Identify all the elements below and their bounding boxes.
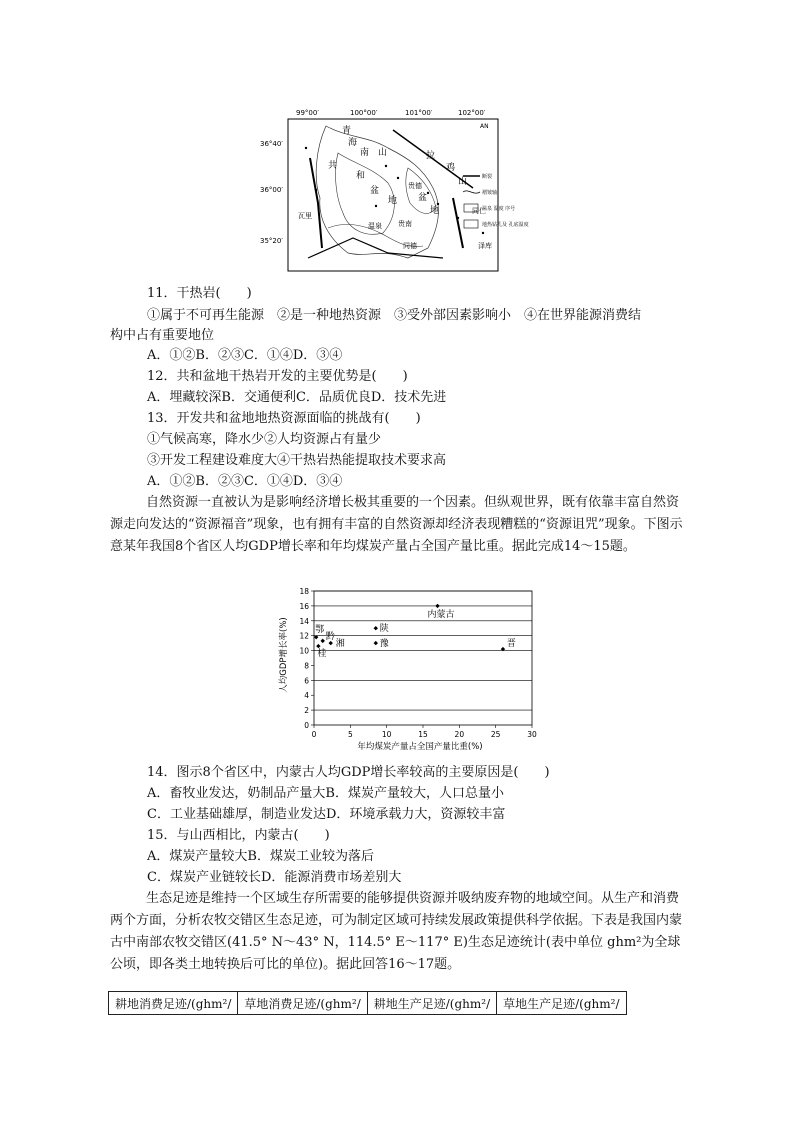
data-point — [316, 644, 320, 648]
q12-choices: A．埋藏较深B．交通便利C．品质优良D．技术先进 — [147, 390, 447, 405]
lat-label: 36°00′ — [260, 186, 283, 194]
map-label: 地 — [430, 206, 440, 216]
y-axis-label: 人均GDP增长率(%) — [279, 617, 289, 693]
y-tick-label: 6 — [304, 676, 309, 686]
fault-line — [453, 198, 463, 248]
q13-stem: 13．开发共和盆地地热资源面临的挑战有( ) — [147, 411, 421, 426]
lat-label: 35°20′ — [260, 237, 283, 245]
q14-stem: 14．图示8个省区中，内蒙古人均GDP增长率较高的主要原因是( ) — [147, 765, 550, 780]
map-label: 山 — [458, 177, 468, 187]
map-label: 青 — [342, 126, 352, 136]
gdp-coal-scatter-chart — [270, 585, 545, 755]
map-label: 地 — [388, 196, 398, 206]
q11-options-cont: 构中占有重要地位 — [110, 328, 215, 343]
x-tick-label: 15 — [418, 730, 428, 739]
q13-options-2: ③开发工程建设难度大④干热岩热能提取技术要求高 — [147, 453, 447, 468]
intro-16-17-text: 生态足迹是维持一个区域生存所需要的能够提供资源并吸纳废弃物的地域空间。从生产和消费两个方面，分析农牧交错区生态足迹，可为制定区域可持续发展政策提供科学依据。下表是我国内蒙古中南部农牧交错区(41.5° N～43° N，114.5° E～117° E)生态足迹统计(表中单位 ghm²为全球公顷，即各类土地转换后可比的单位)。据此回答16～17题。 — [110, 891, 683, 972]
map-label: 和 — [356, 171, 366, 181]
data-point — [374, 641, 378, 645]
data-label: 晋 — [506, 639, 516, 650]
data-label: 鄂 — [315, 625, 325, 636]
map-frame — [288, 119, 498, 271]
table-header-cell: 耕地生产足迹/(ghm²/ — [367, 992, 496, 1015]
map-label: 海 — [348, 138, 358, 148]
legend-item: 褶皱轴 — [482, 190, 498, 196]
map-label: 泽库 — [478, 242, 492, 250]
map-label: 瓦里 — [298, 212, 312, 220]
map-label: 贵南 — [398, 220, 412, 228]
q15-choices-cd: C．煤炭产业链较长D．能源消费市场差别大 — [147, 870, 402, 885]
q15-stem: 15．与山西相比，内蒙古( ) — [147, 828, 330, 843]
table-header-cell: 耕地消费足迹/(ghm²/ — [109, 992, 238, 1015]
y-tick-label: 10 — [299, 646, 309, 656]
data-label: 内蒙古 — [427, 609, 455, 620]
data-label: 湘 — [335, 639, 345, 650]
q15-choices-ab: A．煤炭产量较大B．煤炭工业较为落后 — [147, 849, 374, 864]
map-label: 温泉 — [368, 222, 382, 230]
map-label: 拉 — [426, 151, 436, 161]
fault-line — [308, 238, 443, 258]
data-label: 豫 — [379, 639, 389, 650]
table-header-cell: 草地消费足迹/(ghm²/ — [238, 992, 367, 1015]
lat-label: 36°40′ — [260, 140, 283, 148]
map-label: 共 — [328, 161, 338, 171]
plot-frame — [314, 591, 532, 725]
map-label: 同仁 — [472, 207, 486, 215]
y-tick-label: 0 — [304, 721, 309, 730]
data-label: 桂 — [317, 649, 327, 660]
q11-options: ①属于不可再生能源 ②是一种地热资源 ③受外部因素影响小 ④在世界能源消费结 — [147, 308, 642, 323]
map-label: 贵德 — [408, 182, 422, 190]
table-header-row — [109, 992, 627, 1015]
data-point — [435, 604, 439, 608]
intro-16-17 — [110, 888, 690, 976]
legend-item: 地热钻孔及 孔底温度 — [482, 222, 529, 228]
map-label: 盆 — [370, 186, 380, 196]
x-tick-label: 30 — [527, 730, 537, 739]
q11-stem: 11．干热岩( ) — [147, 286, 252, 301]
ecological-footprint-table — [108, 991, 627, 1015]
lon-label: 99°00′ — [296, 109, 319, 117]
north-label: AN — [480, 123, 489, 130]
y-tick-label: 2 — [304, 706, 309, 716]
x-tick-label: 10 — [381, 730, 392, 739]
legend-item: 断裂 — [482, 174, 493, 180]
y-tick-label: 8 — [304, 661, 309, 671]
x-axis-label: 年均煤炭产量占全国产量比重(%) — [357, 742, 483, 752]
table-header-cell: 草地生产足迹/(ghm²/ — [497, 992, 626, 1015]
map-label: 南 — [360, 148, 370, 158]
geologic-map-figure — [258, 108, 529, 273]
x-tick-label: 5 — [347, 730, 353, 739]
legend-item: 温泉 温度 序号 — [482, 206, 516, 212]
y-tick-label: 14 — [299, 616, 309, 626]
y-tick-label: 16 — [299, 601, 309, 611]
y-tick-label: 18 — [299, 587, 309, 596]
map-label: 同德 — [403, 242, 417, 250]
x-tick-label: 25 — [490, 730, 501, 739]
lon-label: 102°00′ — [458, 109, 486, 117]
q14-choices-ab: A．畜牧业发达，奶制品产量大B．煤炭产量较大，人口总量小 — [147, 786, 504, 801]
x-tick-label: 0 — [311, 730, 317, 739]
q13-options-1: ①气候高寒，降水少②人均资源占有量少 — [147, 432, 382, 447]
data-label: 黔 — [325, 631, 335, 642]
x-tick-label: 20 — [454, 730, 465, 739]
q13-choices: A．①②B．②③C．①④D．③④ — [147, 474, 343, 489]
scatter-svg — [270, 585, 545, 755]
geologic-map — [258, 108, 529, 273]
legend-fold-symbol — [463, 191, 480, 193]
data-label: 陕 — [379, 624, 389, 635]
legend-borehole-symbol — [464, 220, 478, 228]
y-tick-label: 12 — [299, 631, 309, 641]
data-point — [321, 639, 325, 643]
y-tick-label: 4 — [304, 691, 309, 701]
q14-choices-cd: C．工业基础雄厚，制造业发达D．环境承载力大，资源较丰富 — [147, 807, 506, 822]
map-label: 山 — [378, 148, 388, 158]
q12-stem: 12．共和盆地干热岩开发的主要优势是( ) — [147, 369, 408, 384]
intro-14-15-text: 自然资源一直被认为是影响经济增长极其重要的一个因素。但纵观世界，既有依靠丰富自然资源走向发达的“资源福音”现象，也有拥有丰富的自然资源却经济表现糟糕的“资源诅咒”现象。下图示意某年我国8个省区人均GDP增长率和年均煤炭产量占全国产量比重。据此完成14～15题。 — [110, 495, 683, 554]
lon-label: 100°00′ — [350, 109, 378, 117]
map-label: 鸡 — [446, 163, 456, 173]
q11-choices: A．①②B．②③C．①④D．③④ — [147, 348, 343, 363]
lon-label: 101°00′ — [405, 109, 433, 117]
intro-14-15 — [110, 492, 690, 558]
map-label: 盆 — [418, 193, 428, 203]
data-point — [374, 626, 378, 630]
